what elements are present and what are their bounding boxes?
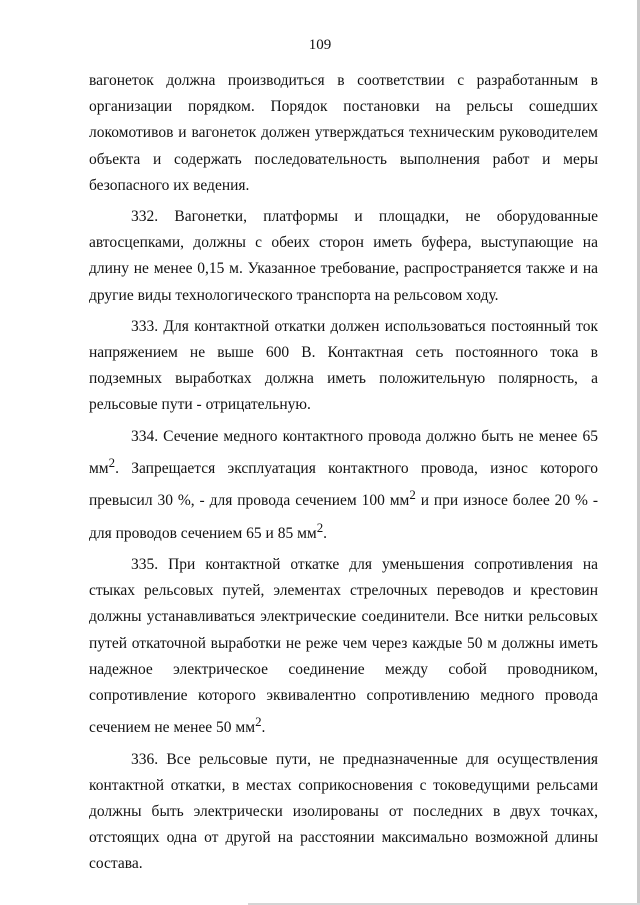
document-body (89, 68, 598, 878)
superscript-2: 2 (409, 487, 416, 503)
paragraph-continuation: вагонеток должна производиться в соответствии с разработанным в организации порядком. Порядок постановки на рельсы сошедших локомотивов и вагонеток должен утверждаться техническим руководителем объекта и содержать последовательность выполнения работ и меры безопасного их ведения. (89, 72, 598, 194)
paragraph-335 (89, 552, 598, 742)
paragraph-334-text-4: . (323, 524, 328, 542)
paragraph-334-text-3: и при износе более 20 % - для проводов сечением 65 и 85 мм (89, 492, 598, 542)
superscript-2: 2 (255, 714, 262, 730)
superscript-2: 2 (316, 519, 324, 535)
paragraph-334-text-2: . Запрещается эксплуатация контактного провода, износ которого превысил 30 %, - для провода сечением 100 мм (89, 460, 598, 510)
paragraph-335-text-1: 335. При контактной откатке для уменьшения сопротивления на стыках рельсовых путей, элементах стрелочных переводов и крестовин должны устанавливаться электрические соединители. Все нитки рельсовых путей откаточной выработки не реже чем через каждые 50 м должны иметь надежное электрическое соединение между собой проводником, сопротивление которого эквивалентно сопротивлению медного провода сечением не менее 50 мм (89, 555, 598, 737)
paragraph-335-text-2: . (261, 719, 266, 737)
paragraph-332: 332. Вагонетки, платформы и площадки, не оборудованные автосцепками, должны с обеих сторон иметь буфера, выступающие на длину не менее 0,15 м. Указанное требование, распространяется также и на другие виды технологического транспорта на рельсовом ходу. (89, 208, 598, 304)
paragraph-333: 333. Для контактной откатки должен использоваться постоянный ток напряжением не выше 600 В. Контактная сеть постоянного тока в подземных выработках должна иметь положительную полярность, а рельсовые пути - отрицательную. (89, 317, 598, 414)
page-number: 109 (308, 37, 332, 53)
paragraph-334-text-1: 334. Сечение медного контактного провода должно быть не менее 65 мм (89, 427, 598, 477)
superscript-2: 2 (108, 454, 116, 470)
paragraph-336: 336. Все рельсовые пути, не предназначенные для осуществления контактной откатки, в местах соприкосновения с токоведущими рельсами должны быть электрически изолированы от последних в двух точках, отстоящих одна от другой на расстоянии максимально возможной длины состава. (89, 750, 598, 873)
paragraph-334 (89, 424, 598, 547)
